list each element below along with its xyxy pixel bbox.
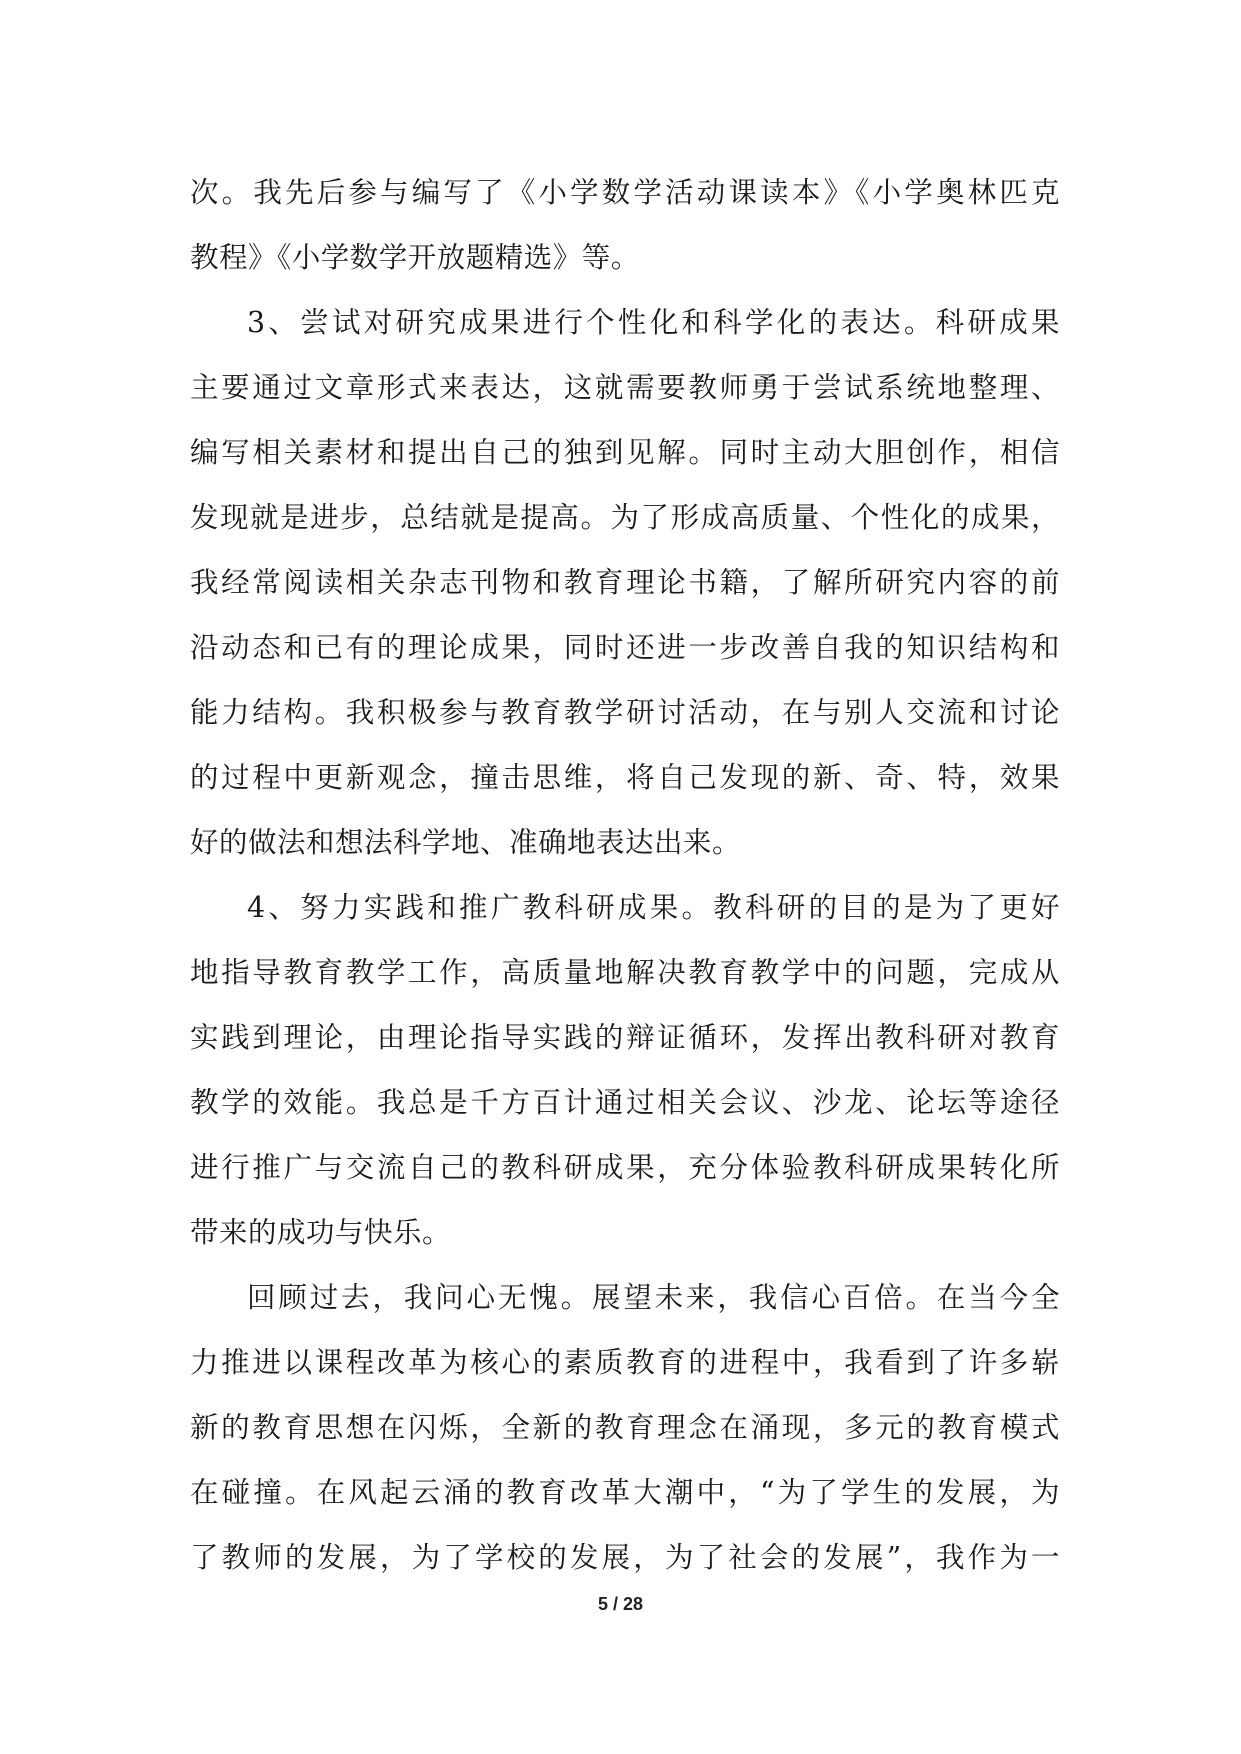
page-number: 5 / 28 [597, 1594, 644, 1614]
text-line: 发现就是进步，总结就是提高。为了形成高质量、个性化的成果， [190, 501, 1060, 534]
text-line: 新的教育思想在闪烁，全新的教育理念在涌现，多元的教育模式 [190, 1411, 1060, 1444]
text-line: 4、努力实践和推广教科研成果。教科研的目的是为了更好 [247, 891, 1060, 924]
text-line: 沿动态和已有的理论成果，同时还进一步改善自我的知识结构和 [190, 631, 1060, 664]
text-line: 力推进以课程改革为核心的素质教育的进程中，我看到了许多崭 [190, 1346, 1060, 1379]
text-line: 编写相关素材和提出自己的独到见解。同时主动大胆创作，相信 [190, 436, 1060, 469]
text-line: 带来的成功与快乐。 [190, 1216, 452, 1249]
text-line: 在碰撞。在风起云涌的教育改革大潮中，“为了学生的发展，为 [190, 1476, 1060, 1509]
text-line: 好的做法和想法科学地、准确地表达出来。 [190, 826, 742, 859]
text-line: 能力结构。我积极参与教育教学研讨活动，在与别人交流和讨论 [190, 696, 1060, 729]
text-line: 回顾过去，我问心无愧。展望未来，我信心百倍。在当今全 [247, 1281, 1060, 1314]
text-line: 教程》《小学数学开放题精选》等。 [190, 241, 640, 274]
text-line: 的过程中更新观念，撞击思维，将自己发现的新、奇、特，效果 [190, 761, 1060, 794]
text-line: 进行推广与交流自己的教科研成果，充分体验教科研成果转化所 [190, 1151, 1060, 1184]
text-line: 3、尝试对研究成果进行个性化和科学化的表达。科研成果 [247, 306, 1060, 339]
text-line: 教学的效能。我总是千方百计通过相关会议、沙龙、论坛等途径 [190, 1086, 1060, 1119]
text-line: 了教师的发展，为了学校的发展，为了社会的发展”，我作为一 [190, 1541, 1060, 1574]
text-line: 地指导教育教学工作，高质量地解决教育教学中的问题，完成从 [190, 956, 1060, 989]
document-body [190, 160, 1060, 1590]
text-line: 我经常阅读相关杂志刊物和教育理论书籍，了解所研究内容的前 [190, 566, 1060, 599]
text-line: 实践到理论，由理论指导实践的辩证循环，发挥出教科研对教育 [190, 1021, 1060, 1054]
text-line: 次。我先后参与编写了《小学数学活动课读本》《小学奥林匹克 [190, 176, 1060, 209]
text-line: 主要通过文章形式来表达，这就需要教师勇于尝试系统地整理、 [190, 371, 1060, 404]
